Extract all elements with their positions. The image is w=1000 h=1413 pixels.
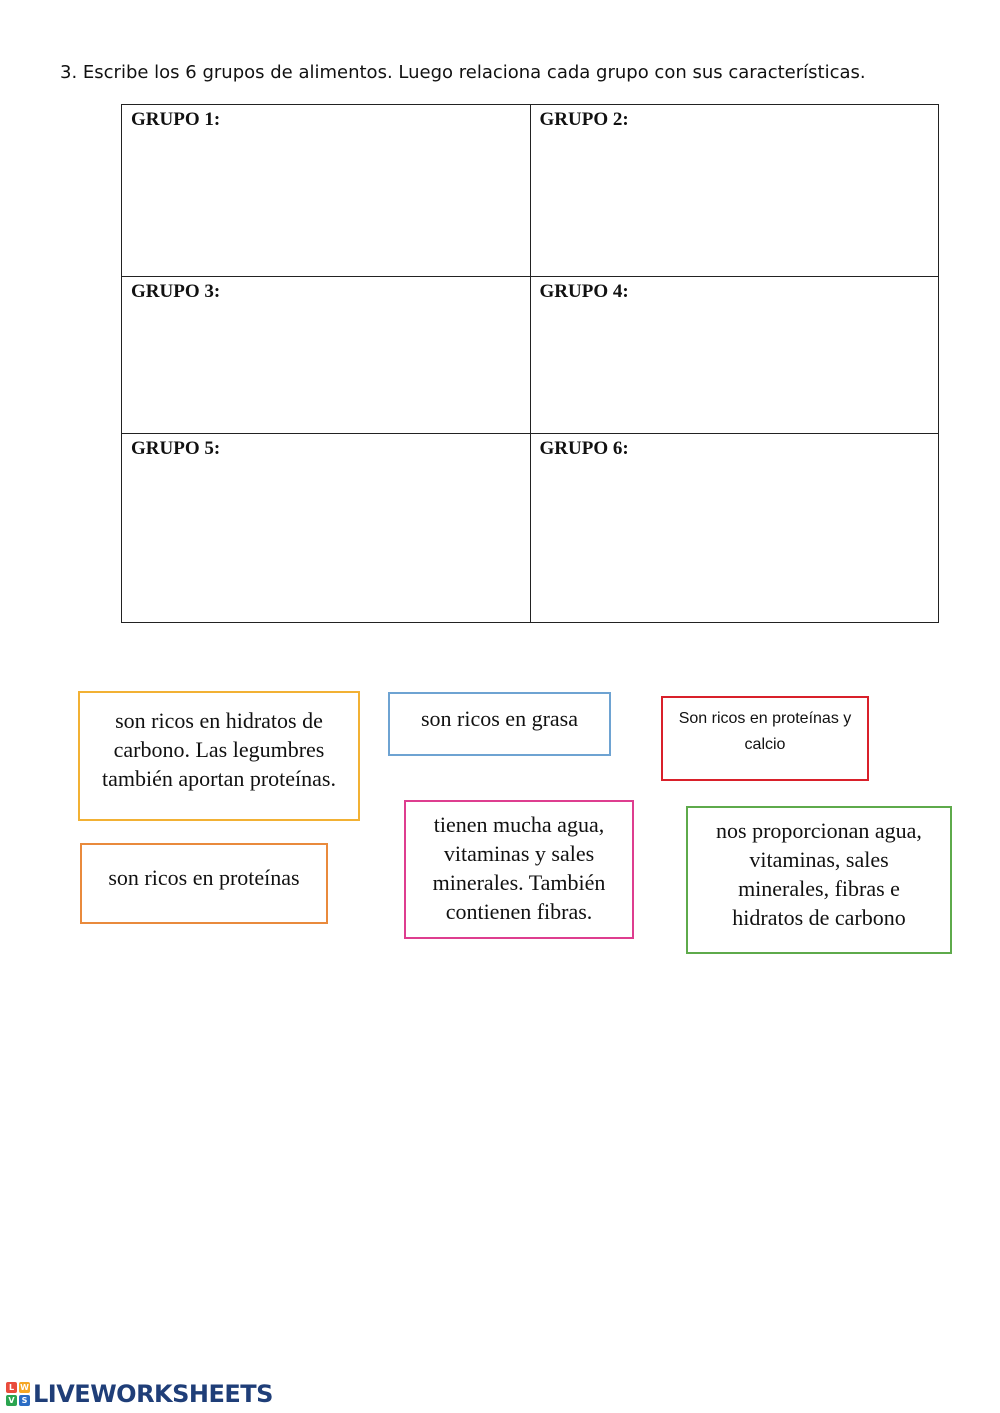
logo-letter: S: [19, 1395, 30, 1406]
logo-letter: V: [6, 1395, 17, 1406]
instruction-text: 3. Escribe los 6 grupos de alimentos. Luego relaciona cada grupo con sus características.: [60, 62, 866, 83]
liveworksheets-logo-icon: [6, 1382, 30, 1406]
card-text: son ricos en proteínas: [108, 865, 300, 890]
card-carbs[interactable]: [78, 691, 360, 821]
group-label: GRUPO 5:: [131, 437, 221, 459]
group-cell-4[interactable]: [530, 277, 939, 433]
card-text: tienen mucha agua, vitaminas y sales minerales. También contienen fibras.: [432, 812, 606, 924]
group-label: GRUPO 4:: [539, 281, 629, 303]
brand-name[interactable]: LIVEWORKSHEETS: [33, 1380, 273, 1408]
card-text: son ricos en grasa: [420, 706, 578, 731]
card-fruits[interactable]: [686, 806, 952, 954]
group-label: GRUPO 2:: [539, 109, 629, 130]
group-cell-2[interactable]: [530, 105, 939, 277]
footer: [6, 1380, 273, 1408]
logo-letter: L: [6, 1382, 17, 1393]
groups-table: [121, 104, 939, 623]
card-vegetables[interactable]: [404, 800, 634, 939]
group-cell-1[interactable]: [122, 105, 531, 277]
group-label: GRUPO 6:: [539, 437, 629, 459]
group-cell-3[interactable]: [122, 277, 531, 433]
group-cell-5[interactable]: [122, 433, 531, 622]
card-text: son ricos en hidratos de carbono. Las legumbres también aportan proteínas.: [102, 708, 336, 791]
card-protein[interactable]: [80, 843, 328, 924]
logo-letter: W: [20, 1383, 29, 1392]
card-text: nos proporcionan agua, vitaminas, sales minerales, fibras e hidratos de carbono: [716, 818, 922, 930]
group-label: GRUPO 3:: [131, 281, 221, 303]
card-calcium[interactable]: [661, 696, 869, 781]
group-label: GRUPO 1:: [131, 109, 221, 130]
group-cell-6[interactable]: [530, 433, 939, 622]
card-fat[interactable]: [388, 692, 611, 756]
card-text: Son ricos en proteínas y calcio: [678, 710, 852, 753]
